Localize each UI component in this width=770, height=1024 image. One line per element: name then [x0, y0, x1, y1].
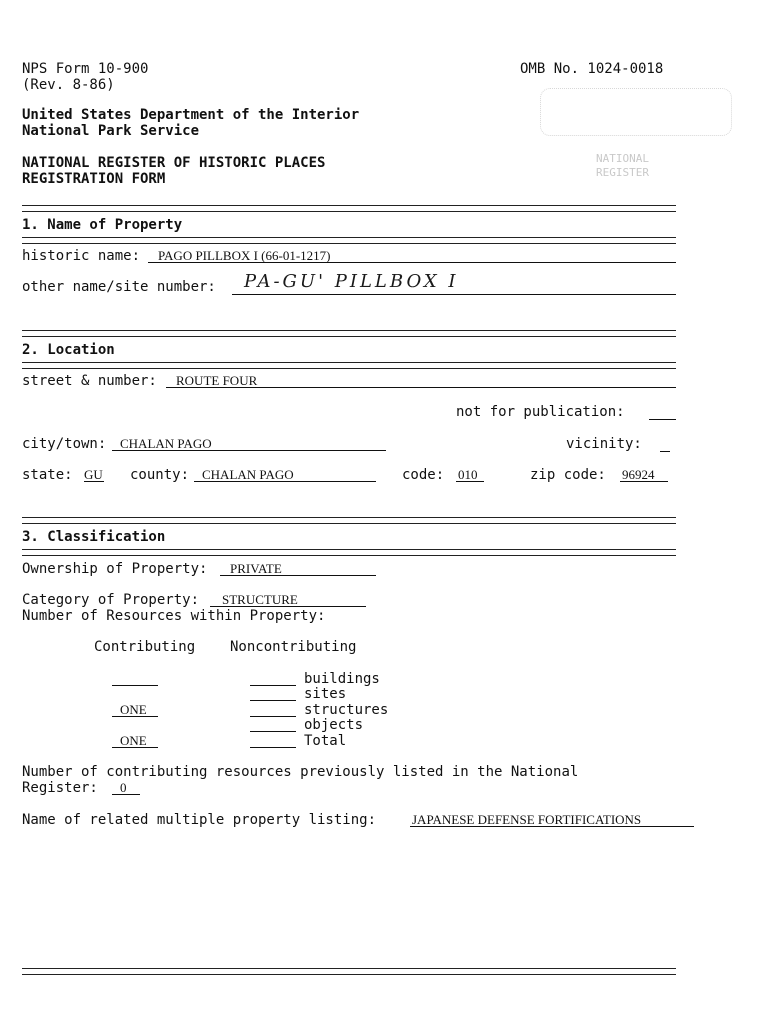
- county-value: CHALAN PAGO: [202, 467, 294, 482]
- city-value: CHALAN PAGO: [120, 436, 212, 451]
- section-divider: [22, 549, 676, 556]
- contributing-structures-field: [112, 702, 158, 717]
- city-field: [112, 436, 386, 451]
- related-listing-field: [410, 812, 694, 827]
- state-value: GU: [84, 467, 103, 482]
- noncontributing-total-field: [250, 733, 296, 748]
- previously-listed-label-1: Number of contributing resources previously listed in the National: [22, 764, 579, 780]
- county-field: [194, 467, 376, 482]
- contributing-total-value: ONE: [120, 733, 147, 748]
- not-for-publication-field: [649, 405, 676, 420]
- resource-type-buildings: buildings: [304, 671, 380, 687]
- resource-type-total: Total: [304, 733, 347, 749]
- noncontributing-structures-field: [250, 702, 296, 717]
- resource-type-objects: objects: [304, 717, 364, 733]
- noncontributing-sites-field: [250, 686, 296, 701]
- ownership-label: Ownership of Property:: [22, 561, 208, 577]
- other-name-label: other name/site number:: [22, 279, 216, 295]
- vicinity-label: vicinity:: [566, 436, 642, 452]
- street-label: street & number:: [22, 373, 157, 389]
- category-field: [210, 592, 366, 607]
- vicinity-field: [660, 437, 670, 452]
- zip-value: 96924: [622, 467, 655, 482]
- form-number: NPS Form 10-900: [22, 61, 149, 77]
- zip-field: [620, 467, 668, 482]
- noncontributing-header: Noncontributing: [230, 639, 357, 655]
- code-field: [456, 467, 484, 482]
- other-name-handwritten: PA-GU' PILLBOX I: [244, 271, 459, 292]
- register-title: NATIONAL REGISTER OF HISTORIC PLACES: [22, 155, 326, 171]
- code-value: 010: [458, 467, 478, 482]
- previously-listed-label-2: Register:: [22, 780, 98, 796]
- street-field: [166, 373, 676, 388]
- zip-label: zip code:: [530, 467, 606, 483]
- contributing-objects-line: [112, 716, 158, 717]
- section-divider: [22, 517, 676, 524]
- resources-label: Number of Resources within Property:: [22, 608, 326, 624]
- department-name: United States Department of the Interior: [22, 107, 360, 123]
- section-divider: [22, 237, 676, 244]
- historic-name-value: PAGO PILLBOX I (66-01-1217): [158, 248, 331, 263]
- section-3-title: 3. Classification: [22, 529, 166, 545]
- form-title: REGISTRATION FORM: [22, 171, 166, 187]
- section-1-title: 1. Name of Property: [22, 217, 183, 233]
- related-listing-value: JAPANESE DEFENSE FORTIFICATIONS: [412, 812, 642, 827]
- historic-name-field: [148, 248, 676, 263]
- state-field: [84, 467, 104, 482]
- street-value: ROUTE FOUR: [176, 373, 258, 388]
- received-stamp: [540, 88, 730, 188]
- city-label: city/town:: [22, 436, 107, 452]
- section-divider: [22, 205, 676, 212]
- section-divider: [22, 968, 676, 975]
- historic-name-label: historic name:: [22, 248, 141, 264]
- ownership-value: PRIVATE: [230, 561, 282, 576]
- not-for-publication-label: not for publication:: [456, 404, 625, 420]
- resource-type-structures: structures: [304, 702, 389, 718]
- previously-listed-value: 0: [120, 780, 127, 795]
- section-2-title: 2. Location: [22, 342, 115, 358]
- form-revision: (Rev. 8-86): [22, 77, 115, 93]
- omb-number: OMB No. 1024-0018: [520, 61, 664, 77]
- related-listing-label: Name of related multiple property listing:: [22, 812, 377, 828]
- stamp-line-2: REGISTER: [596, 166, 649, 179]
- contributing-structures-value: ONE: [120, 702, 147, 717]
- noncontributing-objects-field: [250, 717, 296, 732]
- contributing-total-field: [112, 733, 158, 748]
- contributing-header: Contributing: [94, 639, 196, 655]
- category-label: Category of Property:: [22, 592, 200, 608]
- code-label: code:: [402, 467, 445, 483]
- stamp-line-1: NATIONAL: [596, 152, 649, 165]
- noncontributing-buildings-field: [250, 671, 296, 686]
- ownership-field: [220, 561, 376, 576]
- county-label: county:: [130, 467, 190, 483]
- state-label: state:: [22, 467, 73, 483]
- section-divider: [22, 330, 676, 337]
- previously-listed-field: [112, 780, 140, 795]
- section-divider: [22, 362, 676, 369]
- service-name: National Park Service: [22, 123, 200, 139]
- contributing-buildings-field: [112, 671, 158, 686]
- resource-type-sites: sites: [304, 686, 347, 702]
- category-value: STRUCTURE: [222, 592, 298, 607]
